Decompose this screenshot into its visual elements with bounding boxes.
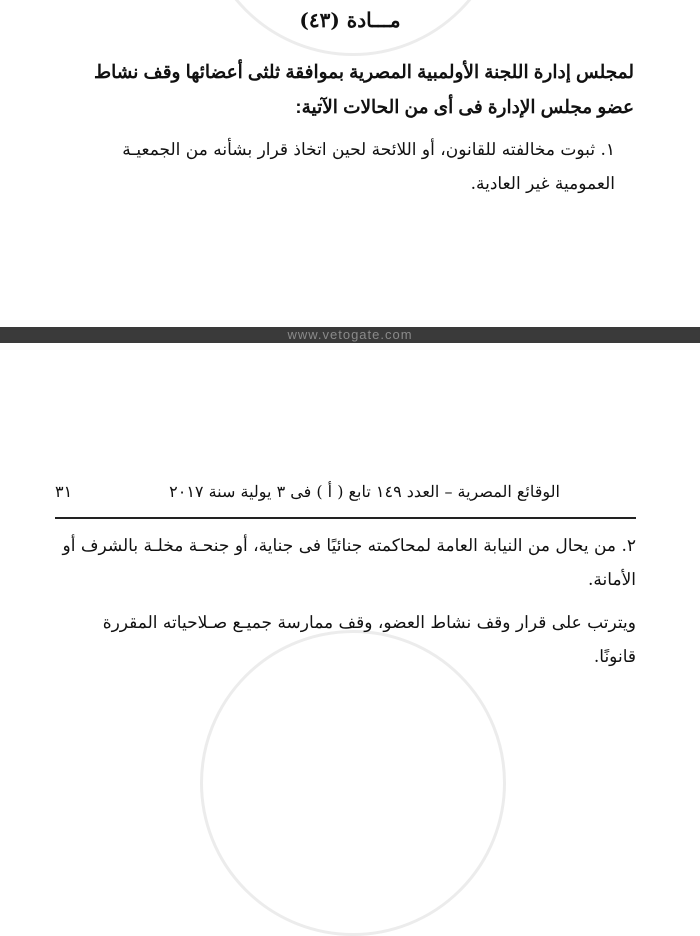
article-title: مـــادة (٤٣) — [299, 8, 401, 32]
watermark-url: www.vetogate.com — [287, 327, 413, 342]
running-header — [55, 480, 560, 504]
watermark-seal-bottom — [200, 630, 506, 936]
intro-paragraph: لمجلس إدارة اللجنة الأولمبية المصرية بموافقة ثلثى أعضائها وقف نشاط عضو مجلس الإدارة فى أى من الحالات الآتية: — [94, 61, 634, 117]
page-separator-band — [0, 327, 700, 343]
header-rule — [55, 517, 636, 519]
consequence-paragraph: ويترتب على قرار وقف نشاط العضو، وقف ممارسة جميـع صـلاحياته المقررة قانونًا. — [102, 613, 636, 667]
gazette-issue-line: الوقائع المصرية – العدد ١٤٩ تابع ( أ ) فى ٣ يولية سنة ٢٠١٧ — [169, 482, 560, 501]
page-number: ٣١ — [55, 482, 73, 501]
list-item-1: ١. ثبوت مخالفته للقانون، أو اللائحة لحين اتخاذ قرار بشأنه من الجمعيـة العمومية غير العادية. — [122, 140, 615, 194]
list-item-2: ٢. من يحال من النيابة العامة لمحاكمته جنائيًا فى جناية، أو جنحـة مخلـة بالشرف أو الأمانة. — [62, 536, 636, 590]
